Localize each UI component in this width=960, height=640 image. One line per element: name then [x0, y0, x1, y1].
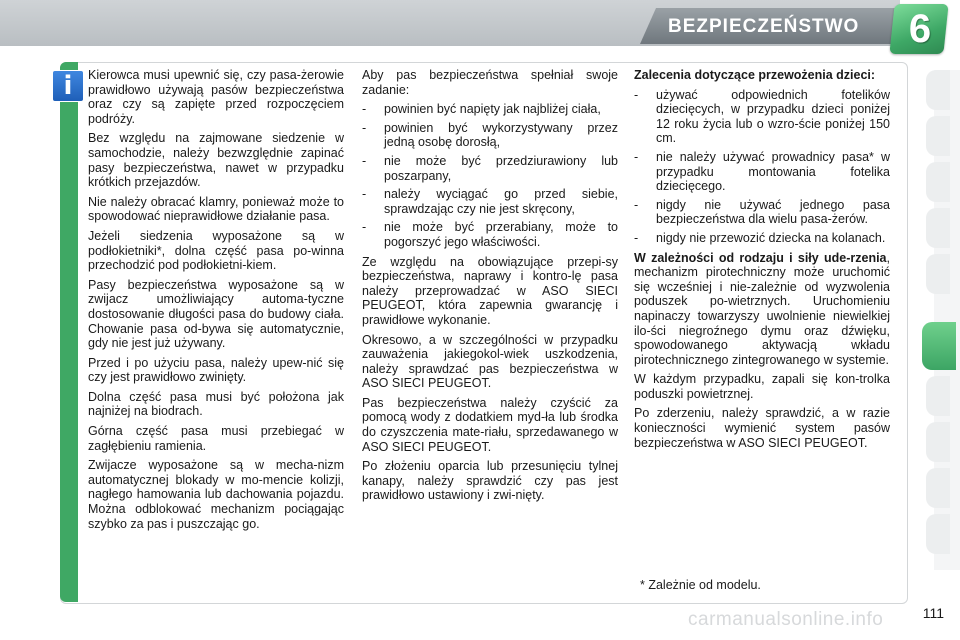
paragraph: Po zderzeniu, należy sprawdzić, a w razie konieczności wymienić system pasów bezpieczeństwa w ASO SIECI PEUGEOT. — [634, 406, 890, 450]
pretensioner-paragraph — [634, 251, 890, 368]
list-item: - nie może być przerabiany, może to pogorszyć jego właściwości. — [362, 220, 618, 249]
chapter-tab[interactable] — [926, 162, 950, 202]
list-item: - nie może być przedziurawiony lub poszarpany, — [362, 154, 618, 183]
list-item: - używać odpowiednich fotelików dziecięcych, w przypadku dzieci poniżej 12 roku życia lub o wzro-ście poniżej 150 cm. — [634, 88, 890, 146]
info-icon: i — [52, 70, 84, 102]
paragraph: Ze względu na obowiązujące przepi-sy bezpieczeństwa, naprawy i kontro-lę pasa należy przeprowadzać w ASO SIECI PEUGEOT, która zapewnia gwarancję i prawidłowe wykonanie. — [362, 254, 618, 327]
section-heading: Zalecenia dotyczące przewożenia dzieci: — [634, 68, 876, 82]
paragraph: Pasy bezpieczeństwa wyposażone są w zwijacz umożliwiający automa-tyczne dostosowanie długości pasa do budowy ciała. Chowanie pasa od-bywa się automatycznie, gdy nie jest już używany. — [88, 277, 344, 351]
page-title: BEZPIECZEŃSTWO — [668, 16, 860, 37]
column-2 — [362, 68, 618, 508]
paragraph: Dolna część pasa musi być położona jak najniżej na biodrach. — [88, 389, 344, 419]
chapter-tab[interactable] — [926, 376, 950, 416]
chapter-tabs — [926, 70, 960, 570]
chapter-tab[interactable] — [926, 514, 950, 554]
paragraph: Pas bezpieczeństwa należy czyścić za pomocą wody z dodatkiem myd-ła lub środka do czyszczenia mate-riału, sprzedawanego w ASO SIECI PEUGEOT. — [362, 395, 618, 454]
paragraph: Okresowo, a w szczególności w przypadku zauważenia jakiegokol-wiek uszkodzenia, należy sprawdzać pas bezpieczeństwa w ASO SIECI PEUGEOT. — [362, 332, 618, 391]
column-1 — [88, 68, 344, 536]
list-item: - nigdy nie przewozić dziecka na kolanach. — [634, 231, 890, 246]
paragraph: Jeżeli siedzenia wyposażone są w podłokietniki*, dolna część pasa po-winna przechodzić pod podłokietni-kiem. — [88, 228, 344, 273]
list-item: - powinien być napięty jak najbliżej ciała, — [362, 102, 618, 117]
footnote: * Zależnie od modelu. — [640, 578, 761, 592]
list-item: - powinien być wykorzystywany przez jedną osobę dorosłą, — [362, 121, 618, 150]
paragraph: Górna część pasa musi przebiegać w zagłębieniu ramienia. — [88, 424, 344, 453]
belt-requirements-list — [362, 102, 618, 249]
chapter-tab[interactable] — [926, 70, 950, 110]
child-safety-list — [634, 88, 890, 246]
info-sidebar-bar — [60, 62, 78, 602]
lead-rest-text: , mechanizm pirotechniczny może uruchomić się wcześniej i nie-zależnie od wyzwolenia poduszek po-wietrznych. Uruchomieniu napinaczy towarzyszy uwolnienie niewielkiej ilo-ści niegroźnego dymu oraz dźwięku, spowodowanego aktywacją wkładu pirotechnicznego zintegrowanego w systemie. — [634, 250, 890, 367]
paragraph: Bez względu na zajmowane siedzenie w samochodzie, należy bezwzględnie zapinać pasy bezpieczeństwa, nawet w przypadku krótkich przejazdów. — [88, 131, 344, 190]
paragraph: W każdym przypadku, zapali się kon-trolka poduszki powietrznej. — [634, 372, 890, 401]
chapter-tab[interactable] — [926, 422, 950, 462]
column-3 — [634, 68, 890, 455]
chapter-tab[interactable] — [926, 468, 950, 508]
paragraph: Po złożeniu oparcia lub przesunięciu tylnej kanapy, należy sprawdzić czy pas jest prawidłowo ustawiony i zwi-nięty. — [362, 459, 618, 503]
chapter-tab[interactable] — [926, 254, 950, 294]
list-item: - należy wyciągać go przed siebie, sprawdzając czy nie jest skręcony, — [362, 187, 618, 216]
chapter-tab-active[interactable] — [922, 322, 956, 370]
chapter-tab[interactable] — [926, 208, 950, 248]
paragraph: Przed i po użyciu pasa, należy upew-nić się czy jest prawidłowo zwinięty. — [88, 355, 344, 385]
page-number: 111 — [922, 605, 944, 621]
paragraph-intro: Aby pas bezpieczeństwa spełniał swoje zadanie: — [362, 68, 618, 97]
lead-bold-text: W zależności od rodzaju i siły ude-rzenia — [634, 250, 887, 265]
paragraph: Zwijacze wyposażone są w mecha-nizm automatycznej blokady w mo-mencie kolizji, nagłego hamowania lub dachowania pojazdu. Można odblokować mechanizm pociągając szybko za pas i puszczając go. — [88, 458, 344, 531]
list-item: - nie należy używać prowadnicy pasa* w przypadku montowania fotelika dziecięcego. — [634, 150, 890, 194]
paragraph: Nie należy obracać klamry, ponieważ może to spowodować nieprawidłowe działanie pasa. — [88, 194, 344, 224]
watermark: carmanualsonline.info — [688, 609, 884, 630]
list-item: - nigdy nie używać jednego pasa bezpieczeństwa dla wielu pasa-żerów. — [634, 198, 890, 227]
chapter-number: 6 — [908, 7, 932, 51]
paragraph: Kierowca musi upewnić się, czy pasa-żerowie prawidłowo używają pasów bezpieczeństwa oraz czy są zapięte przed rozpoczęciem podróży. — [88, 68, 344, 126]
chapter-tab[interactable] — [926, 116, 950, 156]
